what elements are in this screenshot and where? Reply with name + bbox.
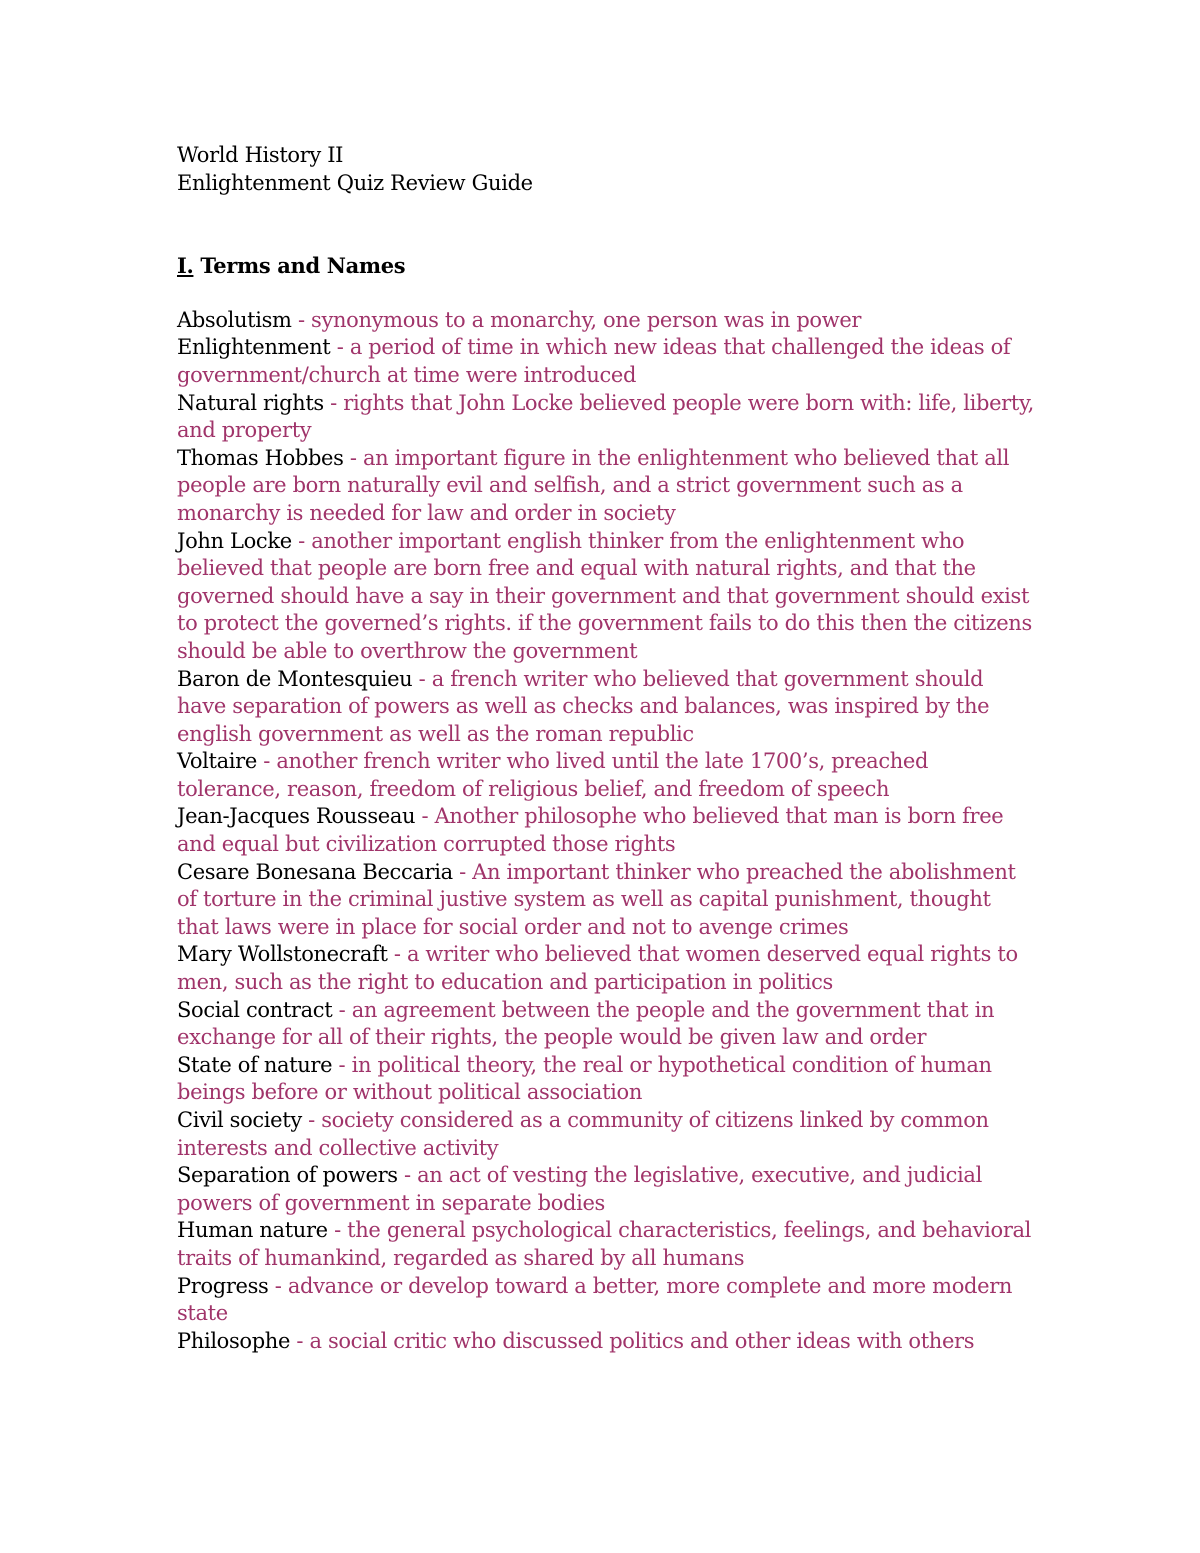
- term-definition: a writer who believed that women deserved equal rights to men, such as the right to education and participation in politics: [177, 942, 1018, 995]
- term-separator: -: [332, 997, 352, 1022]
- term-entry: [177, 390, 1037, 445]
- term-entry: [177, 803, 1037, 858]
- term-name: Mary Wollstonecraft: [177, 942, 388, 967]
- term-separator: -: [387, 942, 407, 967]
- section-title: Terms and Names: [200, 253, 406, 279]
- term-name: State of nature: [177, 1052, 333, 1077]
- term-separator: -: [268, 1273, 288, 1298]
- term-separator: -: [291, 307, 312, 332]
- term-separator: -: [412, 666, 432, 691]
- term-name: Absolutism: [177, 307, 292, 332]
- term-entry: [177, 1273, 1037, 1328]
- term-entry: [177, 1328, 1037, 1356]
- term-entry: [177, 666, 1037, 749]
- term-definition: An important thinker who preached the abolishment of torture in the criminal justive system as well as capital punishment, thought that laws were in place for social order and not to avenge crimes: [177, 859, 1016, 939]
- term-name: Voltaire: [177, 749, 257, 774]
- term-definition: a french writer who believed that government should have separation of powers as well as checks and balances, was inspired by the english government as well as the roman republic: [177, 666, 990, 746]
- term-entry: [177, 307, 1037, 335]
- term-entry: [177, 1162, 1037, 1217]
- term-name: John Locke: [177, 528, 292, 553]
- term-definition: a social critic who discussed politics and other ideas with others: [309, 1328, 975, 1353]
- term-entry: [177, 997, 1037, 1052]
- term-entry: [177, 1217, 1037, 1272]
- term-separator: -: [332, 1052, 352, 1077]
- term-entry: [177, 941, 1037, 996]
- term-definition: synonymous to a monarchy, one person was in power: [311, 307, 862, 332]
- term-definition: advance or develop toward a better, more complete and more modern state: [177, 1273, 1013, 1326]
- term-separator: -: [330, 335, 350, 360]
- term-name: Separation of powers: [177, 1163, 398, 1188]
- term-name: Philosophe: [177, 1328, 291, 1353]
- term-separator: -: [452, 859, 473, 884]
- term-entry: [177, 1052, 1037, 1107]
- term-separator: -: [301, 1108, 322, 1132]
- term-separator: -: [343, 445, 363, 470]
- term-entry: [177, 334, 1037, 389]
- term-separator: -: [323, 390, 344, 415]
- document-title: Enlightenment Quiz Review Guide: [177, 170, 533, 195]
- term-entry: [177, 445, 1037, 528]
- term-name: Progress: [177, 1273, 269, 1298]
- term-definition: another french writer who lived until the late 1700’s, preached tolerance, reason, freedom of religious belief, and freedom of speech: [177, 749, 929, 801]
- term-definition: the general psychological characteristics, feelings, and behavioral traits of humankind, regarded as shared by all humans: [177, 1218, 1032, 1270]
- term-name: Civil society: [177, 1108, 302, 1132]
- course-name: World History II: [177, 143, 344, 167]
- term-name: Natural rights: [177, 390, 324, 415]
- term-separator: -: [327, 1218, 348, 1243]
- term-definition: an important figure in the enlightenment who believed that all people are born naturally evil and selfish, and a strict government such as a monarchy is needed for law and order in society: [177, 445, 1010, 525]
- term-entry: [177, 859, 1037, 942]
- term-separator: -: [256, 749, 277, 774]
- term-entry: [177, 1107, 1037, 1162]
- term-name: Human nature: [177, 1218, 328, 1243]
- section-heading: [177, 252, 1037, 280]
- term-separator: -: [397, 1163, 418, 1188]
- term-definition: in political theory, the real or hypothetical condition of human beings before or without political association: [177, 1052, 992, 1105]
- term-name: Cesare Bonesana Beccaria: [177, 859, 453, 884]
- term-separator: -: [415, 804, 435, 829]
- term-separator: -: [290, 1328, 310, 1353]
- terms-list: [177, 307, 1037, 1356]
- term-definition: an agreement between the people and the government that in exchange for all of their rights, the people would be given law and order: [177, 997, 995, 1050]
- section-number: I.: [177, 253, 194, 279]
- term-name: Enlightenment: [177, 335, 331, 360]
- term-name: Jean-Jacques Rousseau: [177, 804, 416, 829]
- term-definition: Another philosophe who believed that man is born free and equal but civilization corrupted those rights: [177, 804, 1004, 857]
- term-entry: [177, 748, 1037, 803]
- term-definition: another important english thinker from the enlightenment who believed that people are born free and equal with natural rights, and that the governed should have a say in their government and that government should exist to protect the governed’s rights. if the government fails to do this then the citizens should be able to overthrow the government: [177, 528, 1032, 663]
- term-name: Baron de Montesquieu: [177, 666, 413, 691]
- term-definition: a period of time in which new ideas that challenged the ideas of government/church at time were introduced: [177, 335, 1011, 387]
- document-page: [177, 142, 1037, 1355]
- term-definition: rights that John Locke believed people were born with: life, liberty, and property: [177, 390, 1034, 443]
- term-name: Social contract: [177, 997, 333, 1022]
- term-separator: -: [291, 528, 312, 553]
- term-definition: society considered as a community of citizens linked by common interests and collective activity: [177, 1108, 989, 1160]
- term-entry: [177, 528, 1037, 666]
- term-name: Thomas Hobbes: [177, 445, 344, 470]
- term-definition: an act of vesting the legislative, executive, and judicial powers of government in separate bodies: [177, 1163, 982, 1215]
